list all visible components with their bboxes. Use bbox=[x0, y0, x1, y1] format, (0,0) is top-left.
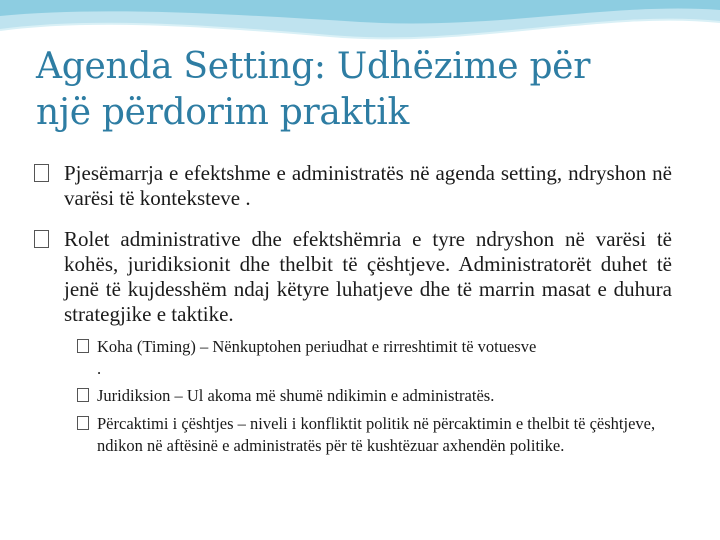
sub-bullet-text: Koha (Timing) – Nënkuptohen periudhat e rirreshtimit të votuesve bbox=[97, 337, 537, 356]
title-line-1: Agenda Setting: Udhëzime për bbox=[36, 46, 591, 87]
bullet-text: Pjesëmarrja e efektshme e administratës në agenda setting, ndryshon në varësi të konteksteve . bbox=[64, 161, 672, 210]
bullet-item bbox=[36, 227, 672, 327]
square-box-icon bbox=[77, 336, 89, 358]
bullet-item bbox=[36, 161, 672, 211]
sub-bullet-item bbox=[97, 413, 677, 456]
square-box-icon bbox=[77, 413, 89, 435]
sub-bullet-text: Juridiksion – Ul akoma më shumë ndikimin e administratës. bbox=[97, 386, 495, 405]
bullet-text: Rolet administrative dhe efektshëmria e tyre ndryshon në varësi të kohës, juridiksionit dhe thelbit të çështjeve. Administratorët duhet të jenë të kujdesshëm ndaj këtyre luhatjeve dhe të marrin masat e duhura strategjike e taktike. bbox=[64, 227, 672, 326]
square-box-icon bbox=[77, 385, 89, 407]
sub-bullet-item bbox=[97, 385, 677, 407]
square-box-icon bbox=[34, 227, 62, 252]
sub-bullet-text: Përcaktimi i çështjes – niveli i konfliktit politik në përcaktimin e thelbit të çështjeve, ndikon në aftësinë e administratës për të kushtëzuar axhendën politike. bbox=[97, 414, 656, 455]
sub-bullet-continuation: . bbox=[97, 358, 102, 378]
sub-bullet-item bbox=[97, 336, 677, 379]
slide-title bbox=[36, 44, 696, 136]
title-line-2: një përdorim praktik bbox=[36, 92, 410, 133]
square-box-icon bbox=[34, 161, 62, 186]
